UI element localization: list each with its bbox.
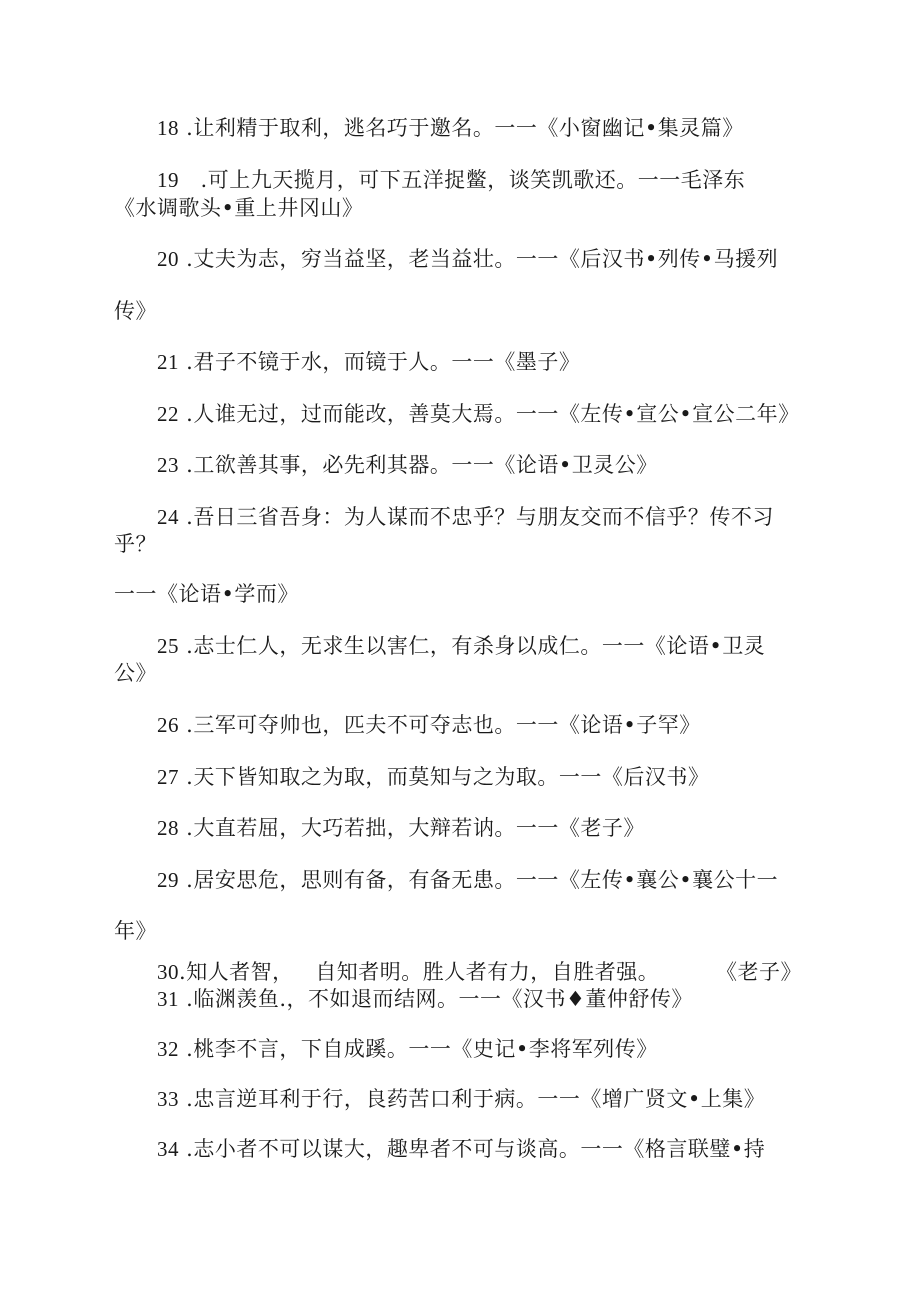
quote-text: 桃李不言，下自成蹊。一一《史记•李将军列传》: [193, 1037, 658, 1061]
quote-number: 25: [157, 634, 179, 658]
quote-24-source: 一一《论语•学而》: [114, 582, 299, 606]
quote-number: 24: [157, 505, 179, 529]
quote-30-source: 《老子》: [716, 960, 802, 984]
quote-number: 33: [157, 1087, 179, 1111]
quote-25-continuation: 公》: [114, 661, 157, 685]
quote-32: [157, 1036, 658, 1062]
quote-separator: .: [179, 634, 194, 658]
quote-29-continuation: 年》: [114, 919, 157, 943]
quote-34: [157, 1136, 765, 1162]
quote-text: 居安思危，思则有备，有备无患。一一《左传•襄公•襄公十一: [193, 868, 779, 892]
quote-separator: .: [179, 1037, 194, 1061]
quote-text: 知人者智， 自知者明。胜人者有力，自胜者强。: [186, 960, 660, 984]
quote-separator: .: [179, 1137, 194, 1161]
quote-number: 19: [157, 168, 179, 192]
quote-18: [157, 115, 744, 141]
quote-text: 丈夫为志，穷当益坚，老当益壮。一一《后汉书•列传•马援列: [193, 247, 779, 271]
quote-separator: .: [179, 1087, 194, 1111]
quote-number: 20: [157, 247, 179, 271]
quote-text: 君子不镜于水，而镜于人。一一《墨子》: [193, 350, 581, 374]
quote-separator: .: [179, 816, 194, 840]
quote-text: 忠言逆耳利于行，良药苦口利于病。一一《增广贤文•上集》: [193, 1087, 766, 1111]
quote-separator: .: [179, 116, 194, 140]
quote-text: 可上九天揽月，可下五洋捉鳖，谈笑凯歌还。一一毛泽东: [207, 168, 746, 192]
quote-text: 让利精于取利，逃名巧于邀名。一一《小窗幽记•集灵篇》: [193, 116, 744, 140]
quote-19: [157, 167, 745, 193]
quote-separator: .: [179, 453, 194, 477]
quote-number: 26: [157, 713, 179, 737]
quote-19-continuation: 《水调歌头•重上井冈山》: [114, 196, 364, 220]
quote-number: 30: [157, 960, 179, 984]
quote-number: 18: [157, 116, 179, 140]
quote-separator: .: [179, 868, 194, 892]
quote-number: 21: [157, 350, 179, 374]
quote-separator: .: [179, 402, 194, 426]
quote-29: [157, 867, 778, 893]
quote-23: [157, 452, 658, 478]
quote-number: 27: [157, 765, 179, 789]
quote-number: 29: [157, 868, 179, 892]
quote-separator: .: [179, 713, 194, 737]
quote-text: 人谁无过，过而能改，善莫大焉。一一《左传•宣公•宣公二年》: [193, 402, 800, 426]
quote-text: 志士仁人，无求生以害仁，有杀身以成仁。一一《论语•卫灵: [193, 634, 766, 658]
quote-24: [157, 504, 774, 530]
quote-number: 32: [157, 1037, 179, 1061]
quote-22: [157, 401, 800, 427]
quote-21: [157, 349, 580, 375]
quote-separator: .: [179, 350, 194, 374]
quote-number: 22: [157, 402, 179, 426]
quote-20: [157, 246, 778, 272]
quote-separator: .: [179, 505, 194, 529]
quote-30: [157, 959, 807, 985]
quote-text: 志小者不可以谋大，趣卑者不可与谈高。一一《格言联璧•持: [193, 1137, 766, 1161]
quote-separator: .: [179, 960, 187, 984]
quote-text: 天下皆知取之为取，而莫知与之为取。一一《后汉书》: [193, 765, 710, 789]
quote-20-continuation: 传》: [114, 299, 157, 323]
quote-text: 三军可夺帅也，匹夫不可夺志也。一一《论语•子罕》: [193, 713, 701, 737]
quote-separator: .: [179, 765, 194, 789]
quote-text: 大直若屈，大巧若拙，大辩若讷。一一《老子》: [193, 816, 645, 840]
quote-number: 34: [157, 1137, 179, 1161]
quote-26: [157, 712, 701, 738]
quote-number: 31: [157, 987, 179, 1011]
quote-text: 工欲善其事，必先利其器。一一《论语•卫灵公》: [193, 453, 658, 477]
quote-24-continuation: 乎？: [114, 532, 157, 556]
quote-separator: .: [179, 987, 194, 1011]
quote-31: [157, 986, 693, 1012]
quote-text: 临渊羡鱼.，不如退而结网。一一《汉书♦董仲舒传》: [193, 987, 693, 1011]
quote-text: 吾日三省吾身：为人谋而不忠乎？与朋友交而不信乎？传不习: [193, 505, 774, 529]
quote-27: [157, 764, 709, 790]
quote-number: 23: [157, 453, 179, 477]
quote-separator: .: [179, 168, 208, 192]
quote-33: [157, 1086, 765, 1112]
quote-28: [157, 815, 645, 841]
quote-25: [157, 633, 765, 659]
quote-number: 28: [157, 816, 179, 840]
quote-separator: .: [179, 247, 194, 271]
